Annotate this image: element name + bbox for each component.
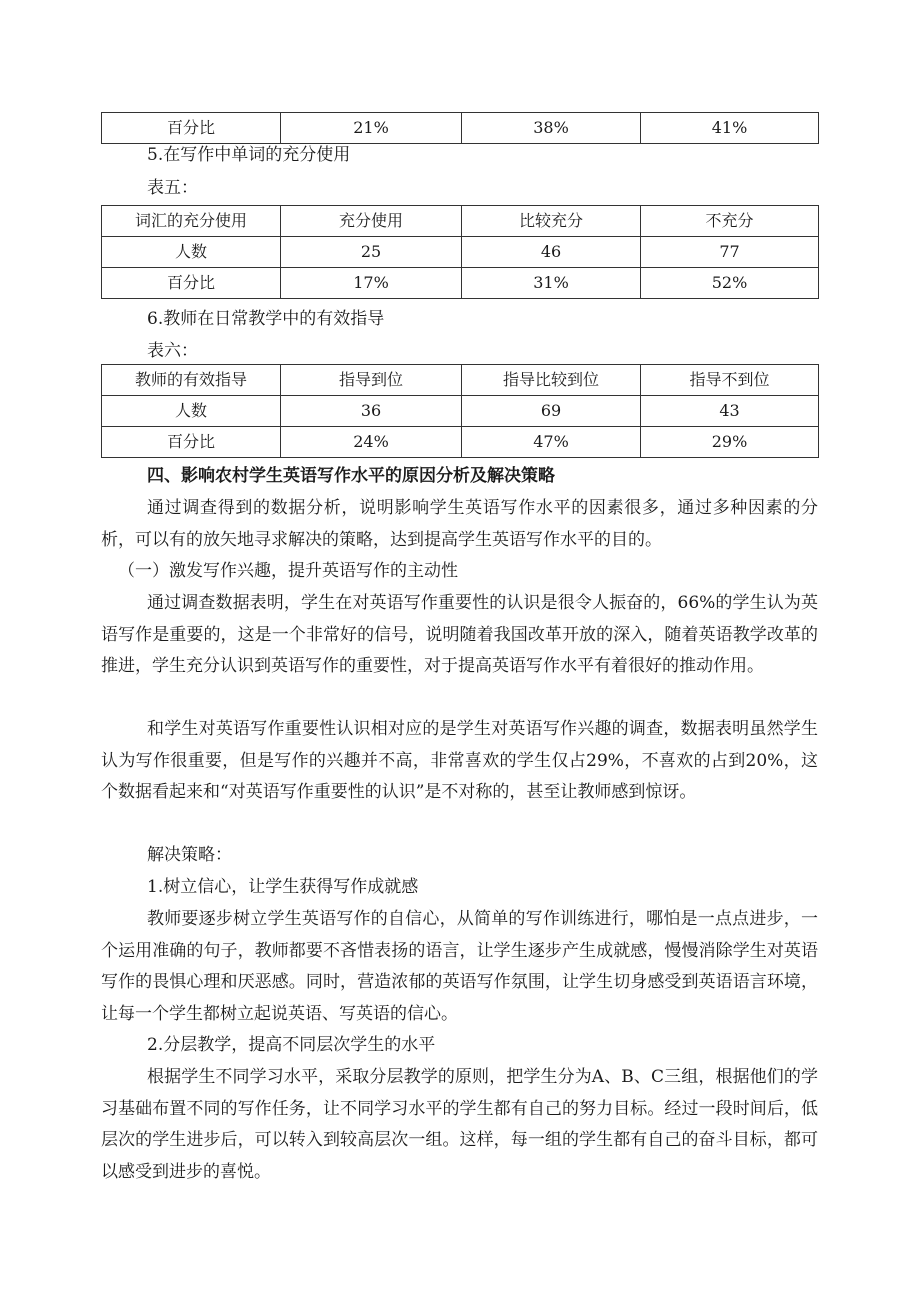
table-row: [102, 396, 819, 427]
table-cell: 52%: [641, 268, 819, 299]
table-cell: 41%: [641, 113, 819, 144]
table-cell: 36: [281, 396, 462, 427]
table-cell: 17%: [281, 268, 462, 299]
column-header: 不充分: [641, 206, 819, 237]
column-header: 指导到位: [281, 365, 462, 396]
row-label: 人数: [102, 237, 281, 268]
table-5-caption: 表五：: [147, 178, 198, 198]
table-cell: 31%: [462, 268, 641, 299]
subsection-1-title: （一）激发写作兴趣，提升英语写作的主动性: [118, 561, 458, 581]
column-header: 词汇的充分使用: [102, 206, 281, 237]
table-cell: 77: [641, 237, 819, 268]
column-header: 比较充分: [462, 206, 641, 237]
row-label: 百分比: [102, 113, 281, 144]
part-4-intro: 通过调查得到的数据分析，说明影响学生英语写作水平的因素很多，通过多种因素的分析，可以有的放矢地寻求解决的策略，达到提高学生英语写作水平的目的。: [101, 498, 818, 550]
strategy-label: 解决策略：: [147, 845, 232, 865]
row-label: 人数: [102, 396, 281, 427]
subsection-1-para-1: 通过调查数据表明，学生在对英语写作重要性的认识是很令人振奋的，66%的学生认为英语写作是重要的，这是一个非常好的信号，说明随着我国改革开放的深入，随着英语教学改革的推进，学生充分认识到英语写作的重要性，对于提高英语写作水平有着很好的推动作用。: [101, 593, 818, 676]
table-row: [102, 268, 819, 299]
table-row: [102, 113, 819, 144]
table-cell: 21%: [281, 113, 462, 144]
column-header: 指导不到位: [641, 365, 819, 396]
section-5-heading: 5.在写作中单词的充分使用: [147, 145, 351, 165]
table-cell: 47%: [462, 427, 641, 458]
table-cell: 29%: [641, 427, 819, 458]
column-header: 指导比较到位: [462, 365, 641, 396]
table-6: [101, 364, 819, 458]
section-6-heading: 6.教师在日常教学中的有效指导: [147, 309, 385, 329]
table-cell: 43: [641, 396, 819, 427]
subsection-1-para-2: 和学生对英语写作重要性认识相对应的是学生对英语写作兴趣的调查，数据表明虽然学生认为写作很重要，但是写作的兴趣并不高，非常喜欢的学生仅占29%，不喜欢的占到20%，这个数据看起来和“对英语写作重要性的认识”是不对称的，甚至让教师感到惊讶。: [101, 719, 818, 802]
strategy-2-text: 根据学生不同学习水平，采取分层教学的原则，把学生分为A、B、C三组，根据他们的学习基础布置不同的写作任务，让不同学习水平的学生都有自己的努力目标。经过一段时间后，低层次的学生进步后，可以转入到较高层次一组。这样，每一组的学生都有自己的奋斗目标，都可以感受到进步的喜悦。: [101, 1067, 818, 1182]
column-header: 教师的有效指导: [102, 365, 281, 396]
table-cell: 24%: [281, 427, 462, 458]
table-header-row: [102, 206, 819, 237]
table-cell: 38%: [462, 113, 641, 144]
table-cell: 25: [281, 237, 462, 268]
table-row: [102, 237, 819, 268]
strategy-2-title: 2.分层教学，提高不同层次学生的水平: [147, 1035, 436, 1055]
strategy-1-text: 教师要逐步树立学生英语写作的自信心，从简单的写作训练进行，哪怕是一点点进步，一个运用准确的句子，教师都要不吝惜表扬的语言，让学生逐步产生成就感，慢慢消除学生对英语写作的畏惧心理和厌恶感。同时，营造浓郁的英语写作氛围，让学生切身感受到英语语言环境，让每一个学生都树立起说英语、写英语的信心。: [101, 909, 818, 1024]
strategy-1-title: 1.树立信心，让学生获得写作成就感: [147, 877, 419, 897]
table-6-caption: 表六：: [147, 341, 198, 361]
table-cell: 69: [462, 396, 641, 427]
table-cell: 46: [462, 237, 641, 268]
row-label: 百分比: [102, 427, 281, 458]
part-4-title: 四、影响农村学生英语写作水平的原因分析及解决策略: [147, 466, 555, 486]
table-5: [101, 205, 819, 299]
column-header: 充分使用: [281, 206, 462, 237]
table-header-row: [102, 365, 819, 396]
table-row: [102, 427, 819, 458]
row-label: 百分比: [102, 268, 281, 299]
